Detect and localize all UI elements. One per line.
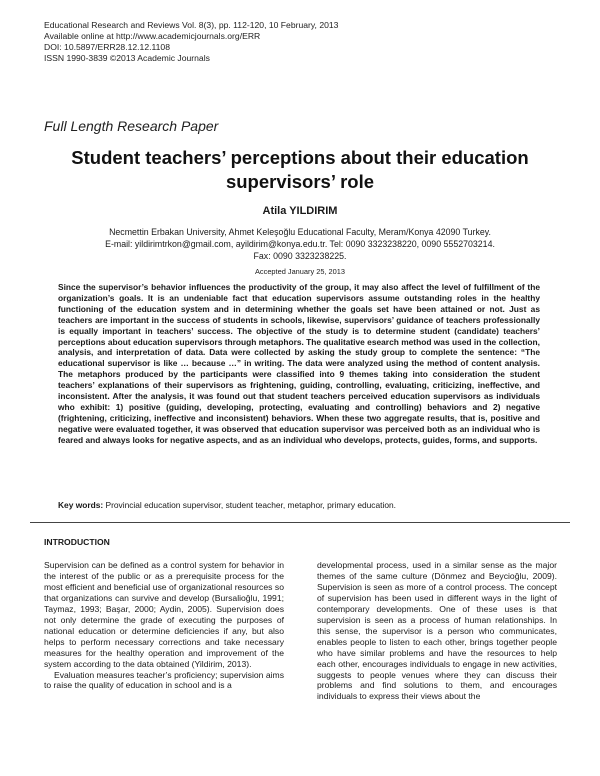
paper-type: Full Length Research Paper <box>44 118 219 134</box>
abstract: Since the supervisor’s behavior influences the productivity of the group, it may also affect the level of fulfillment of the organization’s goals. It is an undeniable fact that education supervisors assume outstanding roles in the healthy functioning of the education system and in determining whether the goals set have been attained or not. Just as teachers are important in the success of students in schools, likewise, supervisors’ guidance of teachers professionally is equally important in teachers’ success. The objective of the study is to determine student (candidate) teachers’ perceptions about education supervisors through metaphors. The qualitative esearch method was used in the collection, analysis, and interpretation of data. Data were collected by asking the study group to complete the sentence: “The educational supervisor is like … because …” in writing. The data were analyzed using the method of content analysis. The metaphors produced by the participants were classified into 9 themes taking into consideration the student teachers’ explanations of their supervisors as frightening, guiding, controlling, evaluating, criticizing, ineffective, and inconsistent. After the analysis, it was found out that student teachers perceived education supervisors as individuals who exhibit: 1) positive (guiding, developing, protecting, evaluating and controlling) behaviors and 2) negative (frightening, criticizing, ineffective and inconsistent) behaviors. When these two aggregate results, that is, positive and negative were evaluated together, it was observed that education supervisor was perceived both as an individual who is feared and always looks for negative aspects, and as an individual who develops, protects, guides, forms, and supports. <box>58 282 540 445</box>
keywords-text: Provincial education supervisor, student teacher, metaphor, primary education. <box>105 500 396 510</box>
paper-title: Student teachers’ perceptions about their education supervisors’ role <box>71 147 529 192</box>
fax-line: Fax: 0090 3323238225. <box>253 251 347 261</box>
author-name: Atila YILDIRIM <box>262 205 338 217</box>
accepted-date: Accepted January 25, 2013 <box>255 267 345 276</box>
affiliation <box>40 226 560 262</box>
keywords-label: Key words: <box>58 500 104 510</box>
section-divider <box>30 522 570 523</box>
keywords <box>58 500 540 511</box>
affiliation-line: Necmettin Erbakan University, Ahmet Keleşoğlu Educational Faculty, Meram/Konya 42090 Turkey. <box>109 227 491 237</box>
body-paragraph: Evaluation measures teacher’s proficiency; supervision aims to raise the quality of education in school and is a <box>44 669 284 691</box>
body-column-right <box>317 560 557 702</box>
body-column-left <box>44 560 284 691</box>
introduction-heading: INTRODUCTION <box>44 537 110 547</box>
issn: ISSN 1990-3839 ©2013 Academic Journals <box>44 53 210 63</box>
journal-header <box>44 20 338 64</box>
body-paragraph: Supervision can be defined as a control system for behavior in the interest of the public or as a prerequisite process for the most efficient and beneficial use of organizational resources so that organizations can survive and develop (Bursalioğlu, 1991; Taymaz, 1993; Başar, 2000; Aydin, 2005). Supervision does not only determine the grade of executing the purposes of national education or determine deficiencies if any, but also helps to perform necessary corrections and take necessary measures for the healthy operation and improvement of the system according to the data obtained (Yildirim, 2013). <box>44 560 284 669</box>
journal-citation: Educational Research and Reviews Vol. 8(3), pp. 112-120, 10 February, 2013 <box>44 20 339 30</box>
contact-line: E-mail: yildirimtrkon@gmail.com, ayildirim@konya.edu.tr. Tel: 0090 3323238220, 0090 5552703214. <box>105 239 495 249</box>
doi: DOI: 10.5897/ERR28.12.12.1108 <box>44 42 170 52</box>
journal-url: Available online at http://www.academicjournals.org/ERR <box>44 31 261 41</box>
body-paragraph: developmental process, used in a similar sense as the major themes of the same culture (Dönmez and Beycioğlu, 2009). Supervision is seen as more of a control process. The concept of supervision has been used in different ways in the light of contemporary developments. One of these uses is that supervision is seen as a process of human relationships. In this sense, the supervisor is a person who communicates, enables people to listen to each other, brings together people who have similar problems and have the resources to help each other, encourages individuals to engage in new activities, suggests to people venues where they can discuss their problems and find solutions to them, and encourages individuals to express their views about the <box>317 560 557 702</box>
